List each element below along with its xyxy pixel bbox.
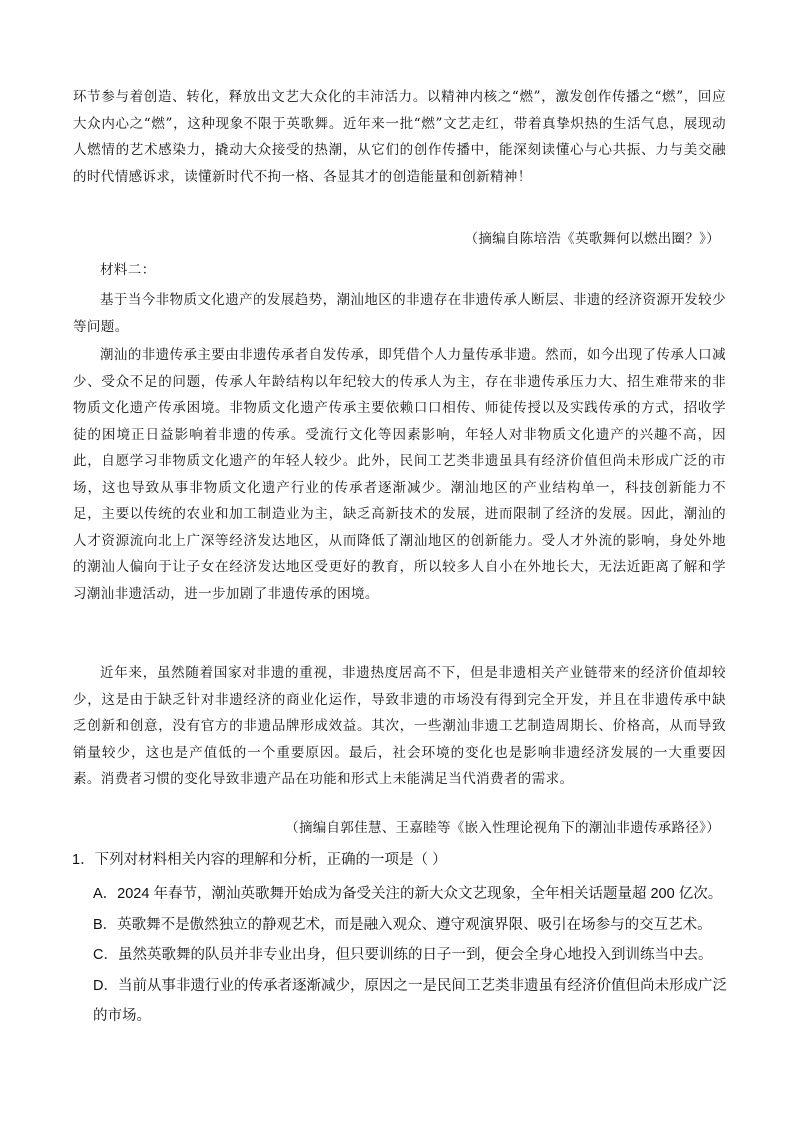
question-1-option-c[interactable]: C．虽然英歌舞的队员并非专业出身，但只要训练的日子一到，便会全身心地投入到训练当中去。 [93,947,713,963]
material1-continuation-paragraph: 环节参与着创造、转化，释放出文艺大众化的丰沛活力。以精神内核之“燃”，激发创作传播之“燃”，回应大众内心之“燃”，这种现象不限于英歌舞。近年来一批“燃”文艺走红，带着真挚炽热的生活气息，展现动人燃情的艺术感染力，撬动大众接受的热潮，从它们的创作传播中，能深刻读懂心与心共振、力与美交融的时代情感诉求，读懂新时代不拘一格、各显其才的创造能量和创新精神！ [73,89,726,185]
question-1-option-d[interactable]: D．当前从事非遗行业的传承者逐渐减少，原因之一是民间工艺类非遗虽有经济价值但尚未形成广泛的市场。 [93,978,727,1024]
question-1-option-a[interactable]: A．2024 年春节，潮汕英歌舞开始成为备受关注的新大众文艺现象，全年相关话题量超 200 亿次。 [93,886,723,902]
material2-paragraph-1: 基于当今非物质文化遗产的发展趋势，潮汕地区的非遗存在非遗传承人断层、非遗的经济资源开发较少等问题。 [73,292,726,335]
material2-paragraph-3: 近年来，虽然随着国家对非遗的重视，非遗热度居高不下，但是非遗相关产业链带来的经济价值却较少，这是由于缺乏针对非遗经济的商业化运作，导致非遗的市场没有得到完全开发，并且在非遗传承中缺乏创新和创意，没有官方的非遗品牌形成效益。其次，一些潮汕非遗工艺制造周期长、价格高，从而导致销量较少，这也是产值低的一个重要原因。最后，社会环境的变化也是影响非遗经济发展的一大重要因素。消费者习惯的变化导致非遗产品在功能和形式上未能满足当代消费者的需求。 [73,665,726,787]
question-1-option-b[interactable]: B．英歌舞不是傲然独立的静观艺术，而是融入观众、遵守观演界限、吸引在场参与的交互艺术。 [93,917,712,933]
material2-heading: 材料二： [100,262,156,278]
question-1-stem: 1．下列对材料相关内容的理解和分析，正确的一项是（ ） [72,852,447,868]
material2-source-citation: （摘编自郭佳慧、王嘉睦等《嵌入性理论视角下的潮汕非遗传承路径》） [285,820,720,836]
material1-source-citation: （摘编自陈培浩《英歌舞何以燃出圈？》） [464,231,720,247]
material2-paragraph-2: 潮汕的非遗传承主要由非遗传承者自发传承，即凭借个人力量传承非遗。然而，如今出现了传承人口减少、受众不足的问题，传承人年龄结构以年纪较大的传承人为主，存在非遗传承压力大、招生难带来的非物质文化遗产传承困境。非物质文化遗产传承主要依赖口口相传、师徒传授以及实践传承的方式，招收学徒的困境正日益影响着非遗的传承。受流行文化等因素影响，年轻人对非物质文化遗产的兴趣不高，因此，自愿学习非物质文化遗产的年轻人较少。此外，民间工艺类非遗虽具有经济价值但尚未形成广泛的市场，这也导致从事非物质文化遗产行业的传承者逐渐减少。潮汕地区的产业结构单一，科技创新能力不足，主要以传统的农业和加工制造业为主，缺乏高新技术的发展，进而限制了经济的发展。因此，潮汕的人才资源流向北上广深等经济发达地区，从而降低了潮汕地区的创新能力。受人才外流的影响，身处外地的潮汕人偏向于让子女在经济发达地区受更好的教育，所以较多人自小在外地长大，无法近距离了解和学习潮汕非遗活动，进一步加剧了非遗传承的困境。 [73,347,726,602]
